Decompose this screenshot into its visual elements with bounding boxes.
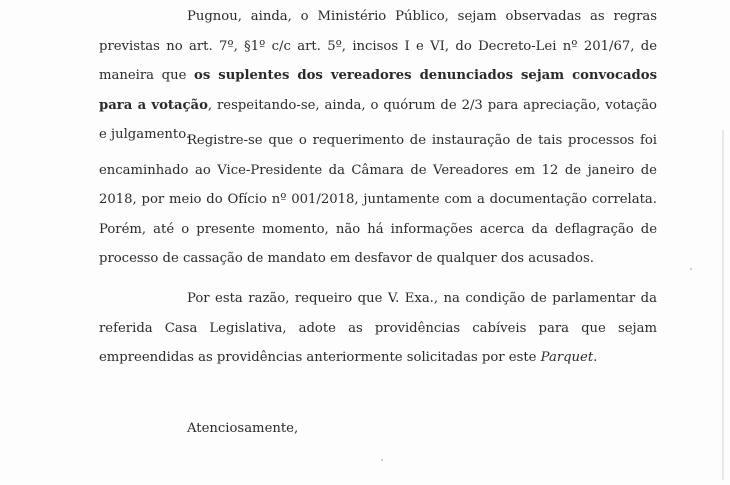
paragraph-1-text-end: , respeitando-se, ainda, o quórum de 2/3 para apreciação, votação e julgamento. [99,97,657,143]
paragraph-3-italic-text: Parquet [540,350,594,366]
scan-artifact [722,130,724,480]
paragraph-3 [99,284,657,373]
paragraph-2 [99,126,657,274]
paragraph-1-text-start: Pugnou, ainda, o Ministério Público, sejam observadas as regras previstas no art. 7º, §1º c/c art. 5º, incisos I e VI, do Decreto-Lei nº 201/67, de maneira que [99,9,657,84]
scan-speck [690,268,692,270]
scan-speck [381,459,383,461]
closing-salutation: Atenciosamente, [187,421,299,436]
paragraph-2-text: Registre-se que o requerimento de instauração de tais processos foi encaminhado ao Vice-Presidente da Câmara de Vereadores em 12 de janeiro de 2018, por meio do Ofício nº 001/2018, juntamente com a documentação correlata. Porém, até o presente momento, não há informações acerca da deflagração de processo de cassação de mandato em desfavor de qualquer dos acusados. [99,133,657,267]
paragraph-1-bold-text: os suplentes dos vereadores denunciados sejam convocados para a votação [99,68,657,113]
paragraph-3-text-start: Por esta razão, requeiro que V. Exa., na condição de parlamentar da referida Casa Legislativa, adote as providências cabíveis para que sejam empreendidas as providências anteriormente solicitadas por este [99,291,657,366]
paragraph-3-text-end: . [593,350,598,366]
